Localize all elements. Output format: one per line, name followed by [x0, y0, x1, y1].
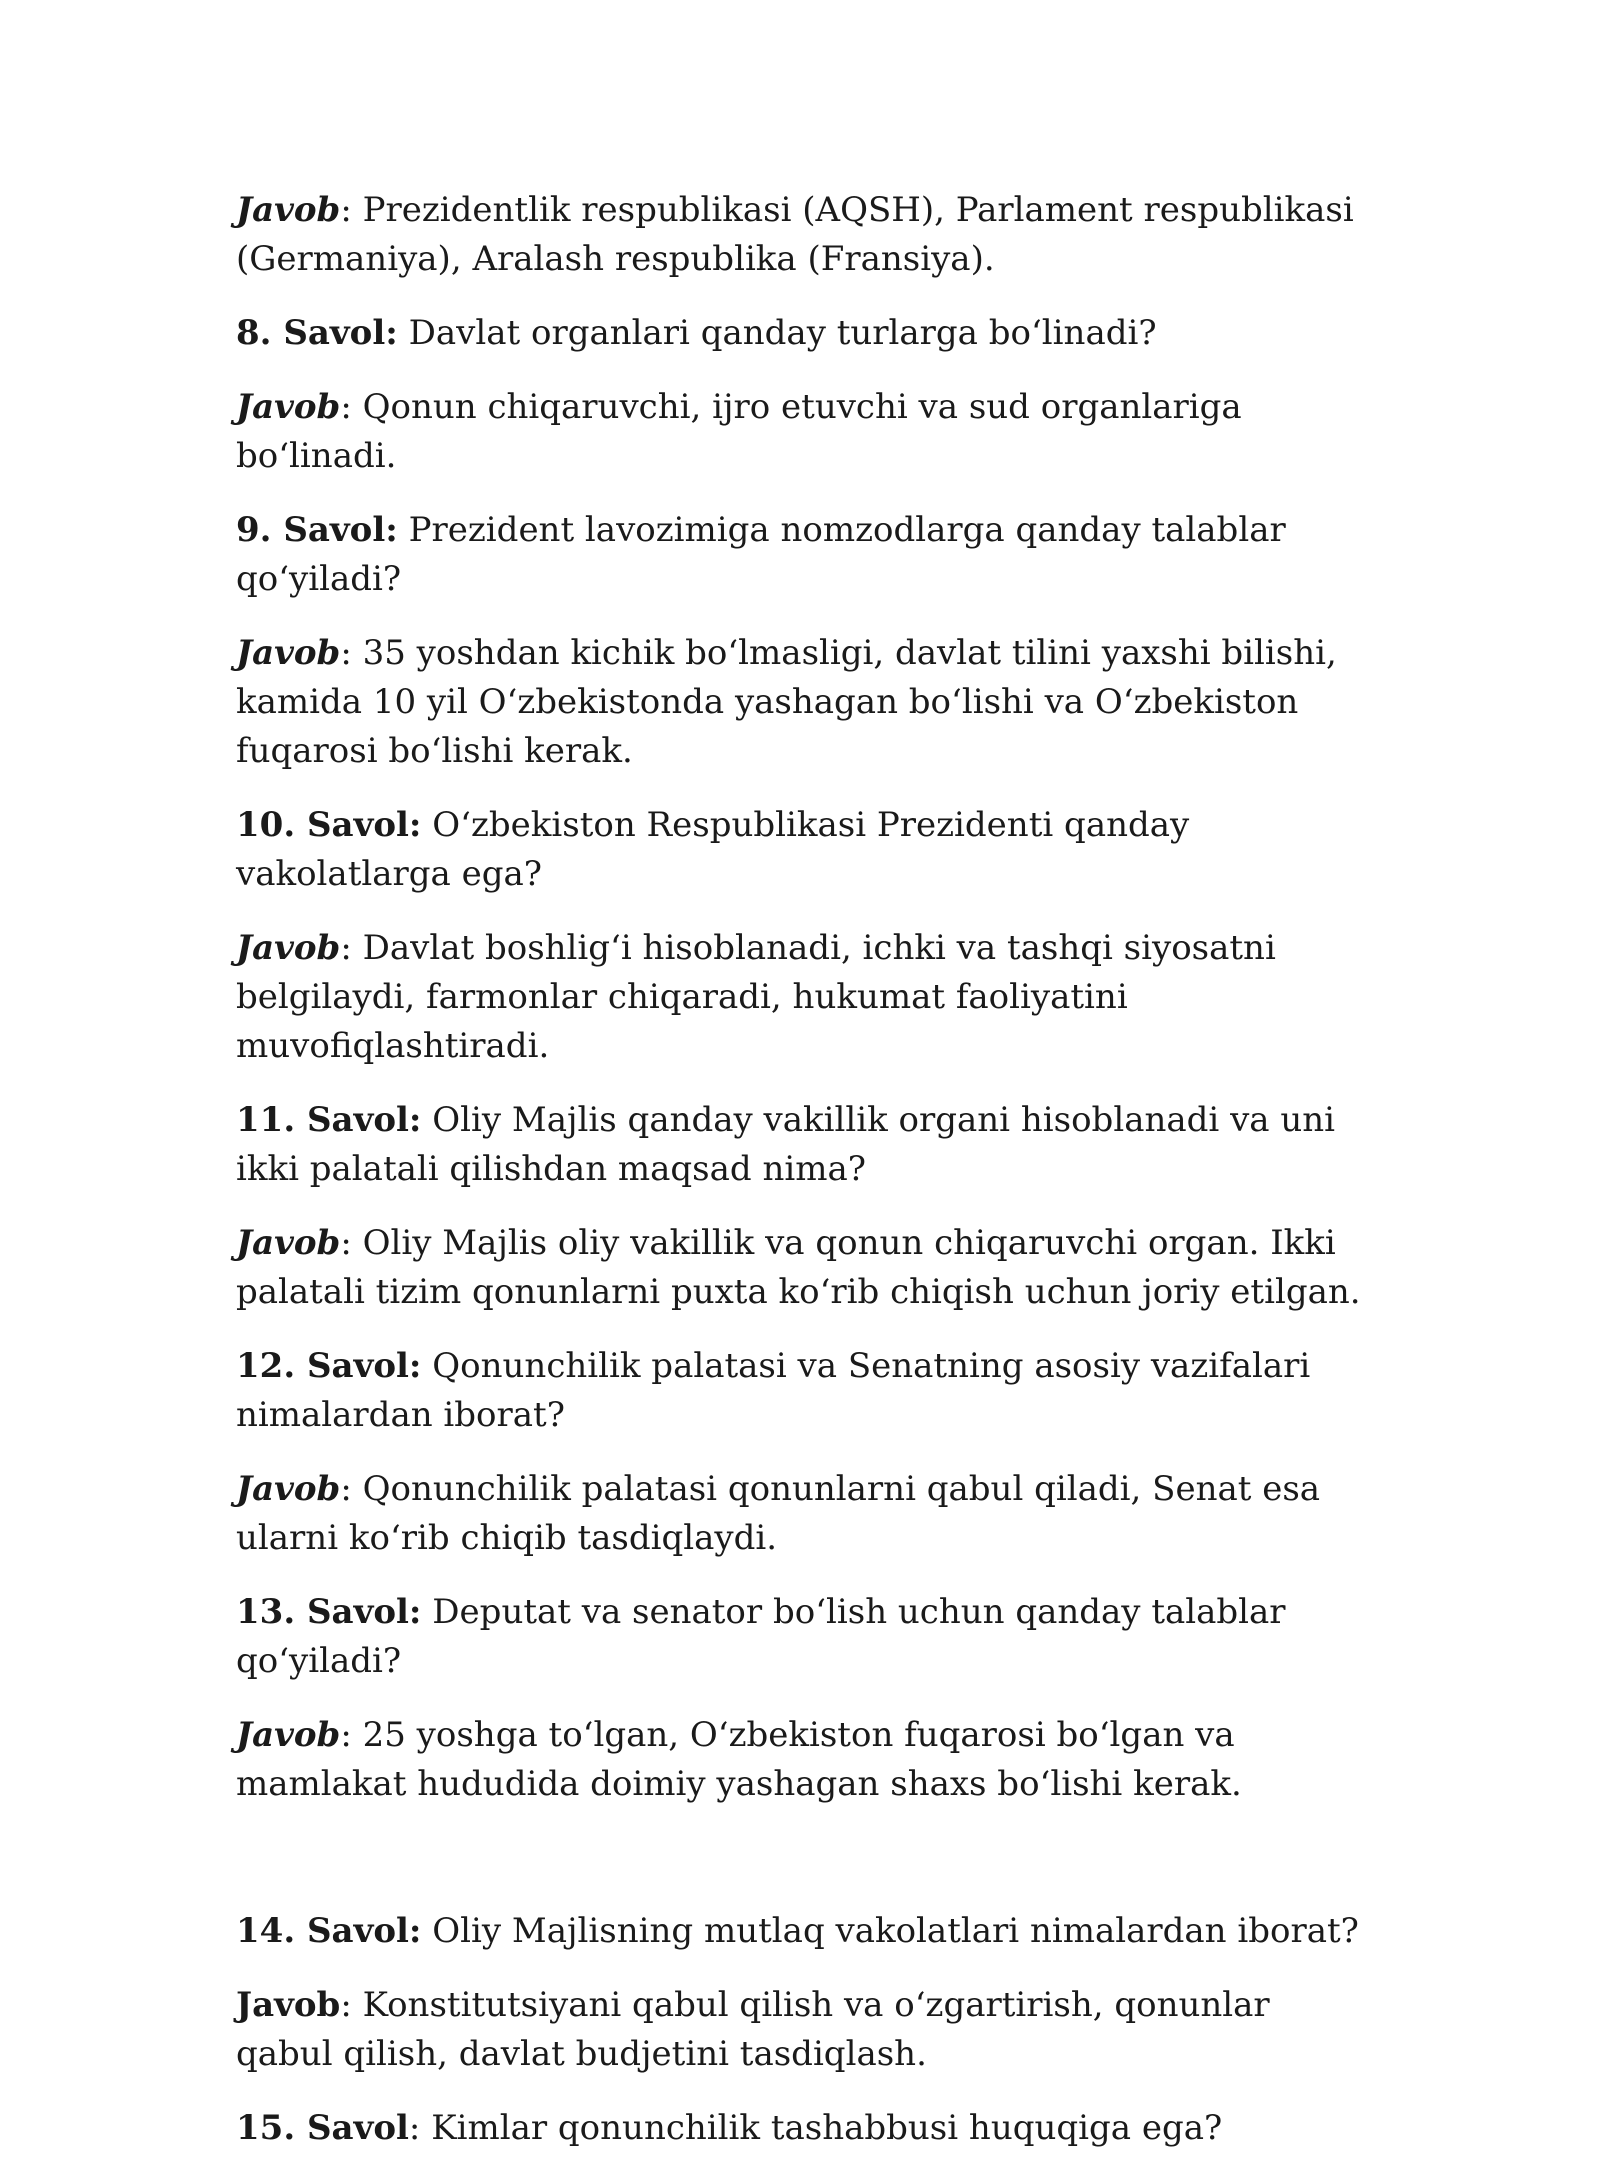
question-paragraph: [236, 2104, 1366, 2153]
question-paragraph: [236, 1588, 1366, 1686]
answer-text: Oliy Majlis oliy vakillik va qonun chiqaruvchi organ. Ikki palatali tizim qonunlarni puxta koʻrib chiqish uchun joriy etilgan.: [236, 1223, 1361, 1312]
question-label: 14. Savol:: [236, 1911, 422, 1951]
question-paragraph: [236, 1907, 1366, 1956]
question-label: 13. Savol:: [236, 1592, 422, 1632]
answer-paragraph: [236, 1711, 1366, 1809]
question-label: 12. Savol:: [236, 1346, 422, 1386]
answer-label: Javob: [236, 1715, 341, 1755]
answer-label: Javob: [236, 1469, 341, 1509]
answer-paragraph: [236, 186, 1366, 284]
answer-label: Javob: [236, 387, 341, 427]
answer-paragraph: [236, 1981, 1366, 2079]
answer-text: Qonun chiqaruvchi, ijro etuvchi va sud organlariga boʻlinadi.: [236, 387, 1242, 476]
answer-paragraph: [236, 1465, 1366, 1563]
label-separator: :: [340, 1715, 352, 1755]
answer-text: Davlat boshligʻi hisoblanadi, ichki va tashqi siyosatni belgilaydi, farmonlar chiqaradi, hukumat faoliyatini muvofiqlashtiradi.: [236, 928, 1276, 1066]
question-text: Kimlar qonunchilik tashabbusi huquqiga ega?: [420, 2108, 1223, 2148]
answer-label: Javob: [236, 633, 341, 673]
answer-paragraph: [236, 383, 1366, 481]
label-separator: :: [408, 2108, 421, 2148]
answer-label: Javob: [236, 928, 341, 968]
label-separator: :: [340, 190, 352, 230]
document-page: [236, 186, 1366, 2178]
question-text: Deputat va senator boʻlish uchun qanday talablar qoʻyiladi?: [236, 1592, 1286, 1681]
question-text: Davlat organlari qanday turlarga boʻlinadi?: [397, 313, 1157, 353]
question-paragraph: [236, 309, 1366, 358]
label-separator: :: [340, 1469, 352, 1509]
question-label: 11. Savol:: [236, 1100, 422, 1140]
question-text: Oliy Majlisning mutlaq vakolatlari nimalardan iborat?: [421, 1911, 1359, 1951]
question-text: Qonunchilik palatasi va Senatning asosiy vazifalari nimalardan iborat?: [236, 1346, 1311, 1435]
question-paragraph: [236, 801, 1366, 899]
question-label: 8. Savol:: [236, 313, 398, 353]
label-separator: :: [340, 1985, 352, 2025]
question-label: 15. Savol: [236, 2108, 409, 2148]
answer-paragraph: [236, 924, 1366, 1071]
question-label: 9. Savol:: [236, 510, 398, 550]
answer-text: Konstitutsiyani qabul qilish va oʻzgartirish, qonunlar qabul qilish, davlat budjetini tasdiqlash.: [236, 1985, 1270, 2074]
question-paragraph: [236, 1342, 1366, 1440]
question-paragraph: [236, 1096, 1366, 1194]
answer-text: Qonunchilik palatasi qonunlarni qabul qiladi, Senat esa ularni koʻrib chiqib tasdiqlaydi.: [236, 1469, 1321, 1558]
label-separator: :: [340, 928, 352, 968]
answer-label: Javob: [236, 190, 341, 230]
question-text: Oʻzbekiston Respublikasi Prezidenti qanday vakolatlarga ega?: [236, 805, 1190, 894]
question-text: Oliy Majlis qanday vakillik organi hisoblanadi va uni ikki palatali qilishdan maqsad nima?: [236, 1100, 1336, 1189]
answer-text: Prezidentlik respublikasi (AQSH), Parlament respublikasi (Germaniya), Aralash respublika (Fransiya).: [236, 190, 1354, 279]
label-separator: :: [340, 633, 352, 673]
answer-paragraph: [236, 1219, 1366, 1317]
answer-label: Javob: [236, 1223, 341, 1263]
question-paragraph: [236, 506, 1366, 604]
question-text: Prezident lavozimiga nomzodlarga qanday talablar qoʻyiladi?: [236, 510, 1286, 599]
answer-text: 25 yoshga toʻlgan, Oʻzbekiston fuqarosi boʻlgan va mamlakat hududida doimiy yashagan shaxs boʻlishi kerak.: [236, 1715, 1242, 1804]
question-label: 10. Savol:: [236, 805, 422, 845]
label-separator: :: [340, 1223, 352, 1263]
label-separator: :: [340, 387, 352, 427]
answer-text: 35 yoshdan kichik boʻlmasligi, davlat tilini yaxshi bilishi, kamida 10 yil Oʻzbekistonda yashagan boʻlishi va Oʻzbekiston fuqarosi boʻlishi kerak.: [236, 633, 1337, 771]
answer-label: Javob: [236, 1985, 341, 2025]
answer-paragraph: [236, 629, 1366, 776]
